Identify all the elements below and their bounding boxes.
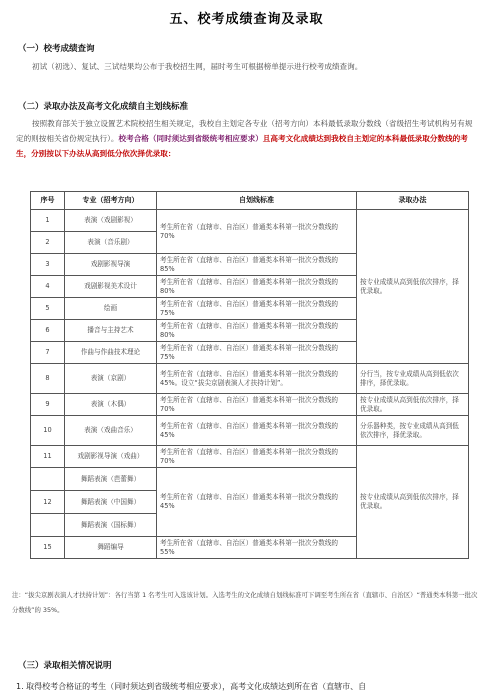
table-row: 1 表演（戏剧影视） 考生所在省（直辖市、自治区）普通类本科第一批次分数线的 70% 按专业成绩从高到低依次排序，择优录取。 (31, 210, 469, 232)
header-major: 专业（招考方向） (65, 192, 157, 210)
table-header-row (31, 192, 469, 210)
table-row: 15 舞蹈编导 考生所在省（直辖市、自治区）普通类本科第一批次分数线的 55% (31, 537, 469, 559)
header-standard: 自划线标准 (157, 192, 357, 210)
table-row: 3 戏剧影视导演 考生所在省（直辖市、自治区）普通类本科第一批次分数线的 85% (31, 254, 469, 276)
section2-heading: （二）录取办法及高考文化成绩自主划线标准 (18, 102, 189, 112)
table-row: 10 表演（戏曲音乐） 考生所在省（直辖市、自治区）普通类本科第一批次分数线的 45% 分乐器种类，按专业成绩从高到低依次排序，择优录取。 (31, 416, 469, 446)
section1-heading: （一）校考成绩查询 (18, 44, 95, 54)
section2-text: 按照教育部关于独立设置艺术院校招生相关规定，我校自主划定各专业（招考方向）本科最低录取分数线（省级招生考试机构另有规定的则按相关省份规定执行）。校考合格（同时须达到省级统考相应要求）且高考文化成绩达到我校自主划定的本科最低录取分数线的考生，分别按以下办法从高到低分依次择优录取： (16, 119, 473, 158)
page-title: 五、校考成绩查询及录取 (169, 12, 324, 27)
table-row: 12 舞蹈表演（中国舞） (31, 491, 469, 514)
section3-heading: （三）录取相关情况说明 (18, 661, 112, 671)
section3-item1: 1. 取得校考合格证的考生（同时须达到省级统考相应要求），高考文化成绩达到所在省（直辖市、自 (16, 682, 367, 691)
table-row: 4 戏剧影视美术设计 考生所在省（直辖市、自治区）普通类本科第一批次分数线的 80% (31, 276, 469, 298)
table-row: 8 表演（京剧） 考生所在省（直辖市、自治区）普通类本科第一批次分数线的 45%。设立“拔尖京剧表演人才扶持计划”。 分行当，按专业成绩从高到低依次排序，择优录取。 (31, 364, 469, 394)
table-note: 注：“拔尖京剧表演人才扶持计划”：各行当第 1 名考生可入选该计划。入选考生的文化成绩自划线标准可下调至考生所在省（直辖市、自治区）“普通类本科第一批次分数线”的 35%。 (12, 591, 478, 614)
table-row: 7 作曲与作曲技术理论 考生所在省（直辖市、自治区）普通类本科第一批次分数线的 75% (31, 342, 469, 364)
table-row: 6 播音与主持艺术 考生所在省（直辖市、自治区）普通类本科第一批次分数线的 80% (31, 320, 469, 342)
admission-table (30, 191, 469, 559)
header-no: 序号 (31, 192, 65, 210)
table-row: 5 绘画 考生所在省（直辖市、自治区）普通类本科第一批次分数线的 75% (31, 298, 469, 320)
table-row: 2 表演（音乐剧） (31, 232, 469, 254)
table-row: 9 表演（木偶） 考生所在省（直辖市、自治区）普通类本科第一批次分数线的 70% 按专业成绩从高到低依次排序，择优录取。 (31, 394, 469, 416)
table-row: 舞蹈表演（芭蕾舞） 考生所在省（直辖市、自治区）普通类本科第一批次分数线的 45% (31, 468, 469, 491)
header-method: 录取办法 (357, 192, 469, 210)
table-row: 11 戏剧影视导演（戏曲） 考生所在省（直辖市、自治区）普通类本科第一批次分数线的 70% 按专业成绩从高到低依次排序，择优录取。 (31, 446, 469, 468)
section1-text: 初试（初选）、复试、三试结果均公布于我校招生网，届时考生可根据榜单提示进行校考成绩查询。 (32, 62, 363, 71)
table-row: 舞蹈表演（国标舞） (31, 514, 469, 537)
